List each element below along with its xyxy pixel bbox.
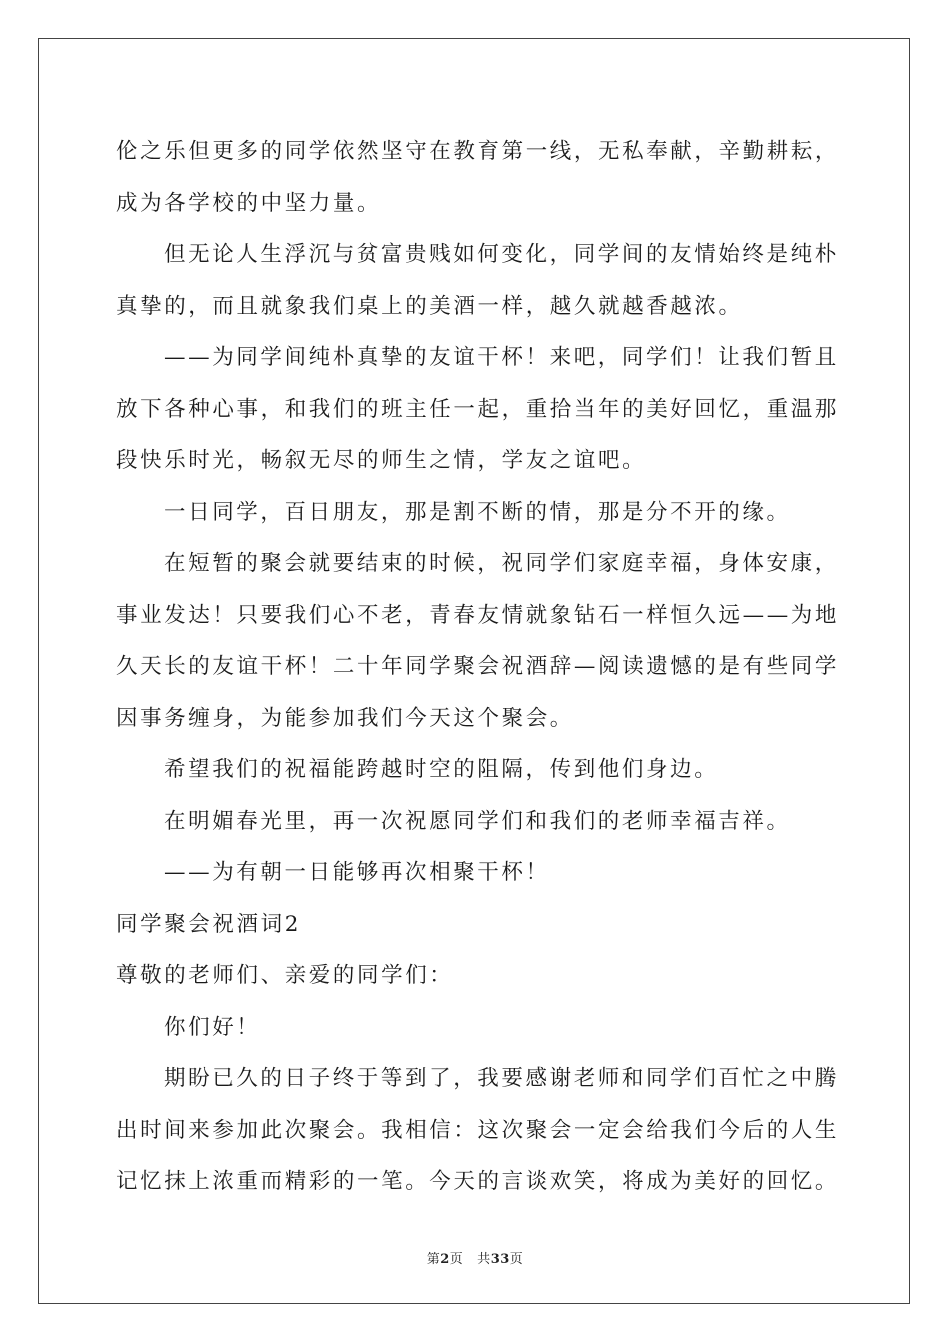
text-line: 事业发达！只要我们心不老，青春友情就象钻石一样恒久远——为地: [116, 602, 840, 628]
salutation: 尊敬的老师们、亲爱的同学们：: [116, 963, 454, 988]
greeting: 你们好！: [164, 1014, 261, 1040]
text-line: 成为各学校的中坚力量。: [116, 190, 382, 216]
text-line: 段快乐时光，畅叙无尽的师生之情，学友之谊吧。: [116, 448, 647, 473]
text-line: 出时间来参加此次聚会。我相信：这次聚会一定会给我们今后的人生: [116, 1117, 840, 1143]
paragraph-start: 期盼已久的日子终于等到了，我要感谢老师和同学们百忙之中腾: [164, 1066, 839, 1091]
total-label-suffix: 页: [509, 1252, 524, 1267]
document-body: [116, 126, 840, 1208]
paragraph-start: 希望我们的祝福能跨越时空的阻隔，传到他们身边。: [164, 757, 719, 782]
section-heading: 同学聚会祝酒词2: [116, 911, 301, 937]
paragraph-start: 一日同学，百日朋友，那是割不断的情，那是分不开的缘。: [164, 499, 791, 525]
paragraph-start: ——为有朝一日能够再次相聚干杯！: [164, 860, 550, 885]
text-line: 真挚的，而且就象我们桌上的美酒一样，越久就越香越浓。: [116, 293, 743, 319]
paragraph-start: 在短暂的聚会就要结束的时候，祝同学们家庭幸福，身体安康，: [164, 551, 839, 576]
text-line: 记忆抹上浓重而精彩的一笔。今天的言谈欢笑，将成为美好的回忆。: [116, 1169, 840, 1194]
paragraph-start: 但无论人生浮沉与贫富贵贱如何变化，同学间的友情始终是纯朴: [164, 242, 839, 267]
page-label-prefix: 第: [426, 1252, 441, 1267]
total-pages: 33: [490, 1252, 510, 1267]
page-footer: [0, 1248, 950, 1267]
text-line: 久天长的友谊干杯！二十年同学聚会祝酒辞—阅读遗憾的是有些同学: [116, 654, 840, 679]
paragraph-start: ——为同学间纯朴真挚的友谊干杯！来吧，同学们！让我们暂且: [164, 345, 839, 370]
page-number: 2: [440, 1252, 450, 1267]
total-label-prefix: 共: [477, 1252, 491, 1267]
paragraph-start: 在明媚春光里，再一次祝愿同学们和我们的老师幸福吉祥。: [164, 808, 791, 834]
page-label-suffix: 页: [449, 1252, 464, 1267]
text-line: 放下各种心事，和我们的班主任一起，重拾当年的美好回忆，重温那: [116, 396, 840, 422]
text-line: 伦之乐但更多的同学依然坚守在教育第一线，无私奉献，辛勤耕耘，: [116, 139, 840, 164]
text-line: 因事务缠身，为能参加我们今天这个聚会。: [116, 705, 574, 731]
